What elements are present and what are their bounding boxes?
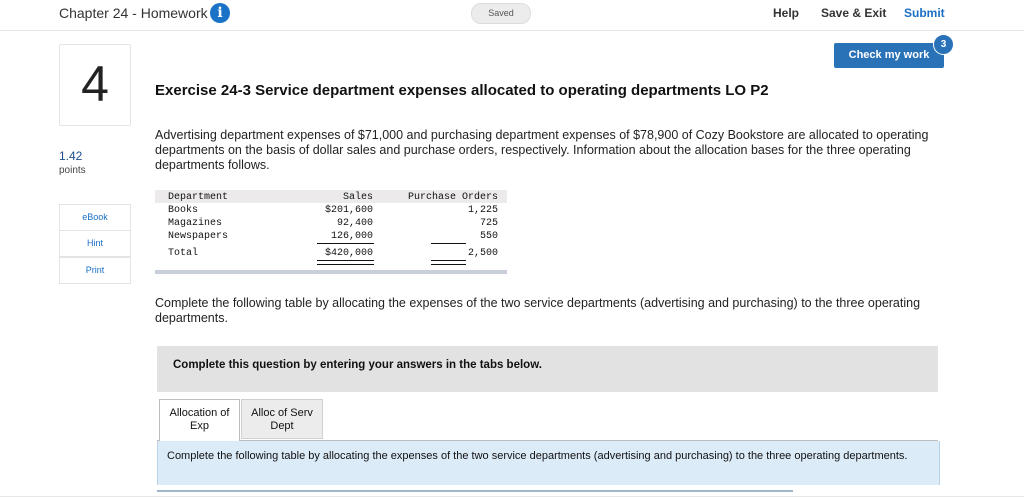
prompt-text: Complete this question by entering your answers in the tabs below. bbox=[173, 359, 542, 371]
row-magazines-sales: 92,400 bbox=[336, 218, 373, 229]
save-exit-link[interactable]: Save & Exit bbox=[821, 6, 887, 20]
points-label: points bbox=[59, 165, 86, 176]
sales-double-underline bbox=[317, 260, 374, 265]
exercise-instruction: Complete the following table by allocating the expenses of the two service departments (advertising and purchasing) to the three operating departments. bbox=[155, 296, 921, 325]
row-magazines-po: 725 bbox=[479, 218, 498, 229]
po-underline bbox=[431, 243, 466, 244]
exercise-intro: Advertising department expenses of $71,000 and purchasing department expenses of $78,900 of Cozy Bookstore are allocated to operating departments on the basis of dollar sales and purchase orders, respectively. Information about the allocation bases for the three operating departments follows. bbox=[155, 128, 929, 172]
tab-allocation-of-exp[interactable]: Allocation of Exp bbox=[159, 399, 240, 441]
exercise-title: Exercise 24-3 Service department expenses allocated to operating departments LO P2 bbox=[155, 82, 769, 99]
bottom-divider bbox=[0, 496, 1024, 497]
row-books-po: 1,225 bbox=[467, 205, 498, 216]
question-number-box bbox=[59, 44, 131, 126]
po-double-underline bbox=[431, 260, 466, 265]
row-total-dept: Total bbox=[168, 248, 199, 259]
row-newspapers-sales: 126,000 bbox=[330, 231, 373, 242]
tab-instruction-box bbox=[157, 441, 940, 485]
allocation-bases-table bbox=[155, 190, 507, 274]
sales-underline bbox=[317, 243, 374, 244]
header-department: Department bbox=[168, 192, 229, 203]
header-sales: Sales bbox=[342, 192, 373, 203]
info-icon[interactable]: i bbox=[210, 3, 230, 23]
tab-alloc-of-serv-dept[interactable]: Alloc of Serv Dept bbox=[241, 399, 323, 439]
ebook-button[interactable]: eBook bbox=[59, 204, 131, 231]
row-magazines-dept: Magazines bbox=[168, 218, 223, 229]
check-my-work-button[interactable]: Check my work bbox=[834, 43, 944, 68]
attempts-badge: 3 bbox=[933, 34, 954, 55]
tab-instruction-text: Complete the following table by allocating the expenses of the two service departments (advertising and purchasing) to the three operating departments. bbox=[167, 450, 908, 462]
points-value: 1.42 bbox=[59, 149, 83, 163]
help-link[interactable]: Help bbox=[773, 6, 800, 20]
question-number: 4 bbox=[81, 56, 109, 112]
row-books-sales: $201,600 bbox=[324, 205, 373, 216]
assignment-title: Chapter 24 - Homework bbox=[59, 5, 208, 21]
header-purchase-orders: Purchase Orders bbox=[407, 192, 498, 203]
row-total-sales: $420,000 bbox=[324, 248, 373, 259]
top-bar bbox=[0, 0, 1024, 31]
prompt-banner bbox=[157, 346, 938, 392]
hint-button[interactable]: Hint bbox=[59, 230, 131, 257]
table-bottom-border bbox=[155, 270, 507, 274]
submit-link[interactable]: Submit bbox=[904, 6, 945, 20]
row-books-dept: Books bbox=[168, 205, 199, 216]
row-total-po: 2,500 bbox=[467, 248, 498, 259]
row-newspapers-dept: Newspapers bbox=[168, 231, 229, 242]
saved-status: Saved bbox=[471, 3, 531, 24]
print-button[interactable]: Print bbox=[59, 257, 131, 284]
row-newspapers-po: 550 bbox=[479, 231, 498, 242]
horizontal-scrollbar[interactable] bbox=[157, 490, 793, 492]
